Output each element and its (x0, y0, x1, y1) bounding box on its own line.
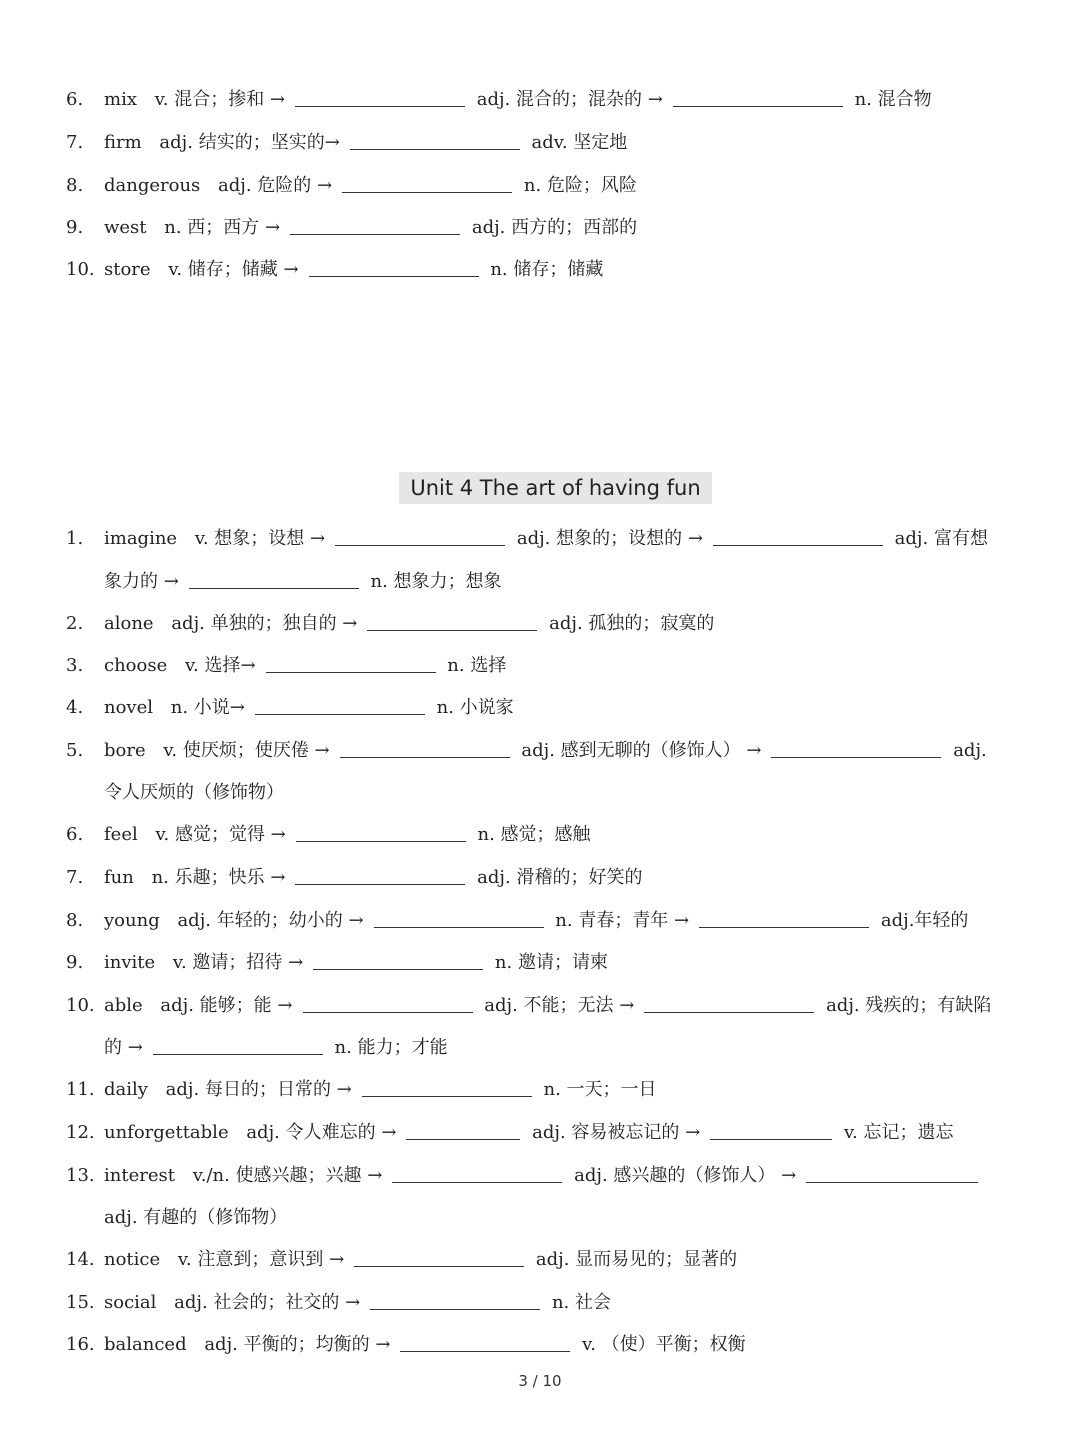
item-number: 6. (66, 824, 84, 845)
item-definition: n. 选择 (447, 655, 507, 676)
item-definition: v. （使）平衡；权衡 (582, 1334, 746, 1355)
list-item (66, 820, 1018, 850)
list-item-continuation (104, 1033, 1018, 1063)
item-word: west (104, 217, 147, 238)
item-definition: adj. 社会的；社交的 → (174, 1292, 361, 1313)
list-item (66, 863, 1018, 893)
answer-blank[interactable] (400, 1333, 570, 1352)
answer-blank[interactable] (406, 1121, 520, 1140)
item-definition: adj. 富有想 (894, 528, 988, 549)
item-number: 5. (66, 740, 84, 761)
item-definition: n. 邀请；请柬 (494, 952, 608, 973)
item-definition: 的 → (104, 1037, 143, 1058)
item-definition: v. 选择→ (184, 655, 256, 676)
list-item (66, 906, 1018, 936)
item-definition: adj. 令人难忘的 → (246, 1122, 397, 1143)
item-definition: v. 注意到；意识到 → (177, 1249, 345, 1270)
item-word: alone (104, 613, 154, 634)
list-item (66, 1118, 1018, 1148)
list-item (66, 1245, 1018, 1275)
answer-blank[interactable] (392, 1164, 562, 1183)
item-word: firm (104, 132, 142, 153)
item-definition: n. 危险；风险 (523, 175, 637, 196)
answer-blank[interactable] (644, 994, 814, 1013)
answer-blank[interactable] (153, 1036, 323, 1055)
list-item (66, 213, 1018, 243)
list-item (66, 693, 1018, 723)
item-number: 2. (66, 613, 84, 634)
item-number: 10. (66, 259, 95, 280)
item-word: novel (104, 697, 154, 718)
item-definition: 令人厌烦的（修饰物） (104, 782, 284, 803)
item-word: bore (104, 740, 146, 761)
item-number: 13. (66, 1165, 95, 1186)
item-number: 1. (66, 528, 84, 549)
item-definition: adj. 不能；无法 → (484, 995, 635, 1016)
item-number: 7. (66, 132, 84, 153)
item-word: able (104, 995, 143, 1016)
item-number: 10. (66, 995, 95, 1016)
item-definition: adj. 平衡的；均衡的 → (204, 1334, 391, 1355)
item-word: choose (104, 655, 168, 676)
item-definition: adj. 危险的 → (218, 175, 333, 196)
answer-blank[interactable] (370, 1291, 540, 1310)
item-definition: v./n. 使感兴趣；兴趣 → (192, 1165, 383, 1186)
item-definition: 象力的 → (104, 571, 179, 592)
item-definition: adj. 混合的；混杂的 → (476, 89, 663, 110)
item-number: 12. (66, 1122, 95, 1143)
answer-blank[interactable] (296, 823, 466, 842)
answer-blank[interactable] (342, 174, 512, 193)
item-definition: adj. 结实的；坚实的→ (159, 132, 340, 153)
item-definition: adj. 年轻的；幼小的 → (177, 910, 364, 931)
list-item-continuation (104, 567, 1018, 597)
answer-blank[interactable] (295, 88, 465, 107)
item-word: balanced (104, 1334, 187, 1355)
item-definition: adj. 显而易见的；显著的 (535, 1249, 738, 1270)
answer-blank[interactable] (354, 1248, 524, 1267)
list-item (66, 524, 1018, 554)
answer-blank[interactable] (673, 88, 843, 107)
list-item (66, 255, 1018, 285)
item-definition: n. 储存；储藏 (490, 259, 604, 280)
answer-blank[interactable] (374, 909, 544, 928)
item-word: dangerous (104, 175, 201, 196)
list-item (66, 991, 1018, 1021)
item-definition: adj. 孤独的；寂寞的 (549, 613, 715, 634)
item-definition: n. 混合物 (854, 89, 932, 110)
item-definition: adj. (953, 740, 987, 761)
item-definition: adj. 想象的；设想的 → (516, 528, 703, 549)
answer-blank[interactable] (362, 1078, 532, 1097)
list-item-continuation (104, 778, 1018, 808)
item-definition: v. 混合；掺和 → (154, 89, 285, 110)
item-definition: n. 想象力；想象 (370, 571, 502, 592)
item-number: 3. (66, 655, 84, 676)
item-definition: adj. 单独的；独自的 → (171, 613, 358, 634)
item-definition: v. 忘记；遗忘 (843, 1122, 954, 1143)
answer-blank[interactable] (313, 951, 483, 970)
list-item (66, 1288, 1018, 1318)
list-item (66, 948, 1018, 978)
answer-blank[interactable] (806, 1164, 978, 1183)
item-definition: adj. 有趣的（修饰物） (104, 1207, 288, 1228)
answer-blank[interactable] (340, 739, 510, 758)
item-number: 16. (66, 1334, 95, 1355)
item-definition: n. 小说家 (436, 697, 514, 718)
item-number: 8. (66, 910, 84, 931)
item-definition: n. 西；西方 → (164, 217, 281, 238)
item-definition: adv. 坚定地 (531, 132, 628, 153)
item-definition: adj. 感到无聊的（修饰人） → (521, 740, 762, 761)
item-number: 11. (66, 1079, 95, 1100)
item-definition: n. 一天；一日 (543, 1079, 657, 1100)
item-definition: adj.年轻的 (880, 910, 969, 931)
list-item (66, 128, 1018, 158)
item-number: 7. (66, 867, 84, 888)
item-word: store (104, 259, 151, 280)
item-definition: n. 感觉；感触 (477, 824, 591, 845)
answer-blank[interactable] (710, 1121, 832, 1140)
answer-blank[interactable] (255, 696, 425, 715)
page-number: 3 / 10 (518, 1372, 562, 1390)
item-definition: v. 想象；设想 → (194, 528, 326, 549)
item-definition: v. 邀请；招待 → (172, 952, 304, 973)
item-word: young (104, 910, 160, 931)
answer-blank[interactable] (367, 612, 537, 631)
item-word: feel (104, 824, 138, 845)
answer-blank[interactable] (295, 866, 465, 885)
list-item (66, 1161, 1018, 1191)
item-word: mix (104, 89, 137, 110)
answer-blank[interactable] (771, 739, 941, 758)
list-item (66, 171, 1018, 201)
item-definition: v. 使厌烦；使厌倦 → (163, 740, 330, 761)
item-word: invite (104, 952, 156, 973)
answer-blank[interactable] (303, 994, 473, 1013)
item-number: 6. (66, 89, 84, 110)
item-definition: n. 青春；青年 → (555, 910, 690, 931)
answer-blank[interactable] (189, 570, 359, 589)
item-word: unforgettable (104, 1122, 229, 1143)
answer-blank[interactable] (713, 527, 883, 546)
list-item (66, 85, 1018, 115)
item-word: social (104, 1292, 157, 1313)
item-definition: adj. 感兴趣的（修饰人） → (574, 1165, 797, 1186)
item-definition: adj. 能够；能 → (160, 995, 293, 1016)
item-definition: adj. 滑稽的；好笑的 (477, 867, 643, 888)
item-number: 8. (66, 175, 84, 196)
item-word: notice (104, 1249, 161, 1270)
item-definition: v. 感觉；觉得 → (155, 824, 286, 845)
list-item (66, 651, 1018, 681)
item-definition: adj. 容易被忘记的 → (532, 1122, 701, 1143)
item-definition: adj. 残疾的；有缺陷 (826, 995, 992, 1016)
item-definition: n. 社会 (551, 1292, 612, 1313)
item-word: imagine (104, 528, 178, 549)
item-definition: n. 小说→ (170, 697, 245, 718)
item-number: 9. (66, 952, 84, 973)
item-definition: n. 乐趣；快乐 → (151, 867, 286, 888)
list-item (66, 1075, 1018, 1105)
answer-blank[interactable] (290, 216, 460, 235)
list-item (66, 736, 1018, 766)
item-definition: v. 储存；储藏 → (168, 259, 299, 280)
item-number: 14. (66, 1249, 95, 1270)
list-item (66, 609, 1018, 639)
item-number: 9. (66, 217, 84, 238)
answer-blank[interactable] (699, 909, 869, 928)
answer-blank[interactable] (309, 258, 479, 277)
answer-blank[interactable] (266, 654, 436, 673)
unit-title: Unit 4 The art of having fun (399, 472, 712, 504)
item-definition: adj. 每日的；日常的 → (165, 1079, 352, 1100)
item-word: fun (104, 867, 134, 888)
answer-blank[interactable] (350, 131, 520, 150)
list-item (66, 1330, 1018, 1360)
list-item-continuation (104, 1203, 1018, 1233)
item-word: interest (104, 1165, 175, 1186)
item-definition: adj. 西方的；西部的 (471, 217, 638, 238)
answer-blank[interactable] (335, 527, 505, 546)
item-number: 15. (66, 1292, 95, 1313)
item-definition: n. 能力；才能 (334, 1037, 448, 1058)
item-number: 4. (66, 697, 84, 718)
item-word: daily (104, 1079, 148, 1100)
